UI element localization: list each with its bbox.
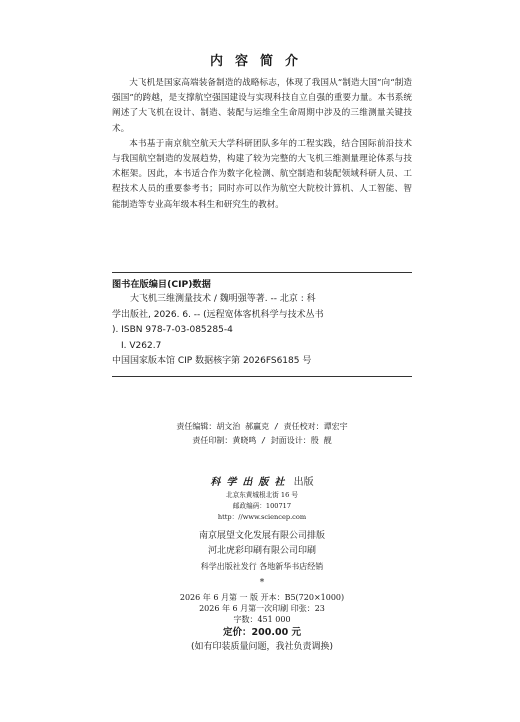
colophon <box>112 476 412 654</box>
cip-heading: 图书在版编目(CIP)数据 <box>112 279 211 290</box>
cip-line-1: 大飞机三维测量技术 / 魏明强等著. -- 北京 : 科 <box>130 294 316 304</box>
cip-body <box>112 292 412 370</box>
cip-line-4: Ⅰ. V262.7 <box>121 340 162 351</box>
summary-paragraph-2: 本书基于南京航空航天大学科研团队多年的工程实践，结合国际前沿技术与我国航空制造的发展趋势，构建了较为完整的大飞机三维测量理论体系与技术框架。因此，本书适合作为数字化检测、航空制造和装配领域科研人员、工程技术人员的重要参考书；同时亦可以作为航空大院校计算机、人工智能、智能制造等专业高年级本科生和研究生的教材。 <box>112 138 412 210</box>
publisher-website: http：//www.sciencep.com <box>217 513 307 521</box>
cip-line-5: 中国国家版本馆 CIP 数据核字第 2026FS6185 号 <box>112 356 312 366</box>
book-summary <box>112 76 412 213</box>
typesetter: 南京展望文化发展有限公司排版 <box>198 531 325 541</box>
summary-paragraph-1: 大飞机是国家高端装备制造的战略标志，体现了我国从“制造大国”向“制造强国”的跨越，是支撑航空强国建设与实现科技自立自强的重要力量。本书系统阐述了大飞机在设计、制造、装配与运维全生命周期中涉及的三维测量关键技术。 <box>112 78 412 134</box>
cip-line-2: 学出版社, 2026. 6. -- (远程宽体客机科学与技术丛书 <box>112 309 324 320</box>
separator-star: * <box>259 578 265 588</box>
printer: 河北虎彩印刷有限公司印刷 <box>207 546 316 556</box>
edition-info: 2026 年 6 月第 一 版 开本：B5(720×1000) <box>179 593 345 602</box>
publisher-suffix: 出版 <box>293 477 314 488</box>
credits-line-1: 责任编辑：胡文治 郝赢克 / 责任校对：谭宏宇 <box>176 422 348 431</box>
publisher-line <box>112 476 412 490</box>
word-count: 字数：451 000 <box>233 615 291 624</box>
cip-line-3: ). ISBN 978-7-03-085285-4 <box>112 325 233 335</box>
distribution: 科学出版社发行 各地新华书店经销 <box>200 562 324 571</box>
publisher-postcode: 邮政编码：100717 <box>232 502 292 510</box>
printing-info: 2026 年 6 月第一次印刷 印张：23 <box>199 604 325 613</box>
editor-credits <box>112 420 412 448</box>
quality-note: (如有印装质量问题，我社负责调换) <box>190 642 334 652</box>
cip-block <box>112 272 412 377</box>
price: 定价：200.00 元 <box>223 627 301 638</box>
publisher-address: 北京东黄城根北街 16 号 <box>226 491 298 499</box>
page-title: 内容简介 <box>209 54 310 69</box>
publisher-name: 科学出版社 <box>210 477 291 488</box>
credits-line-2: 责任印制：黄晓鸣 / 封面设计：殷 靓 <box>192 436 332 445</box>
